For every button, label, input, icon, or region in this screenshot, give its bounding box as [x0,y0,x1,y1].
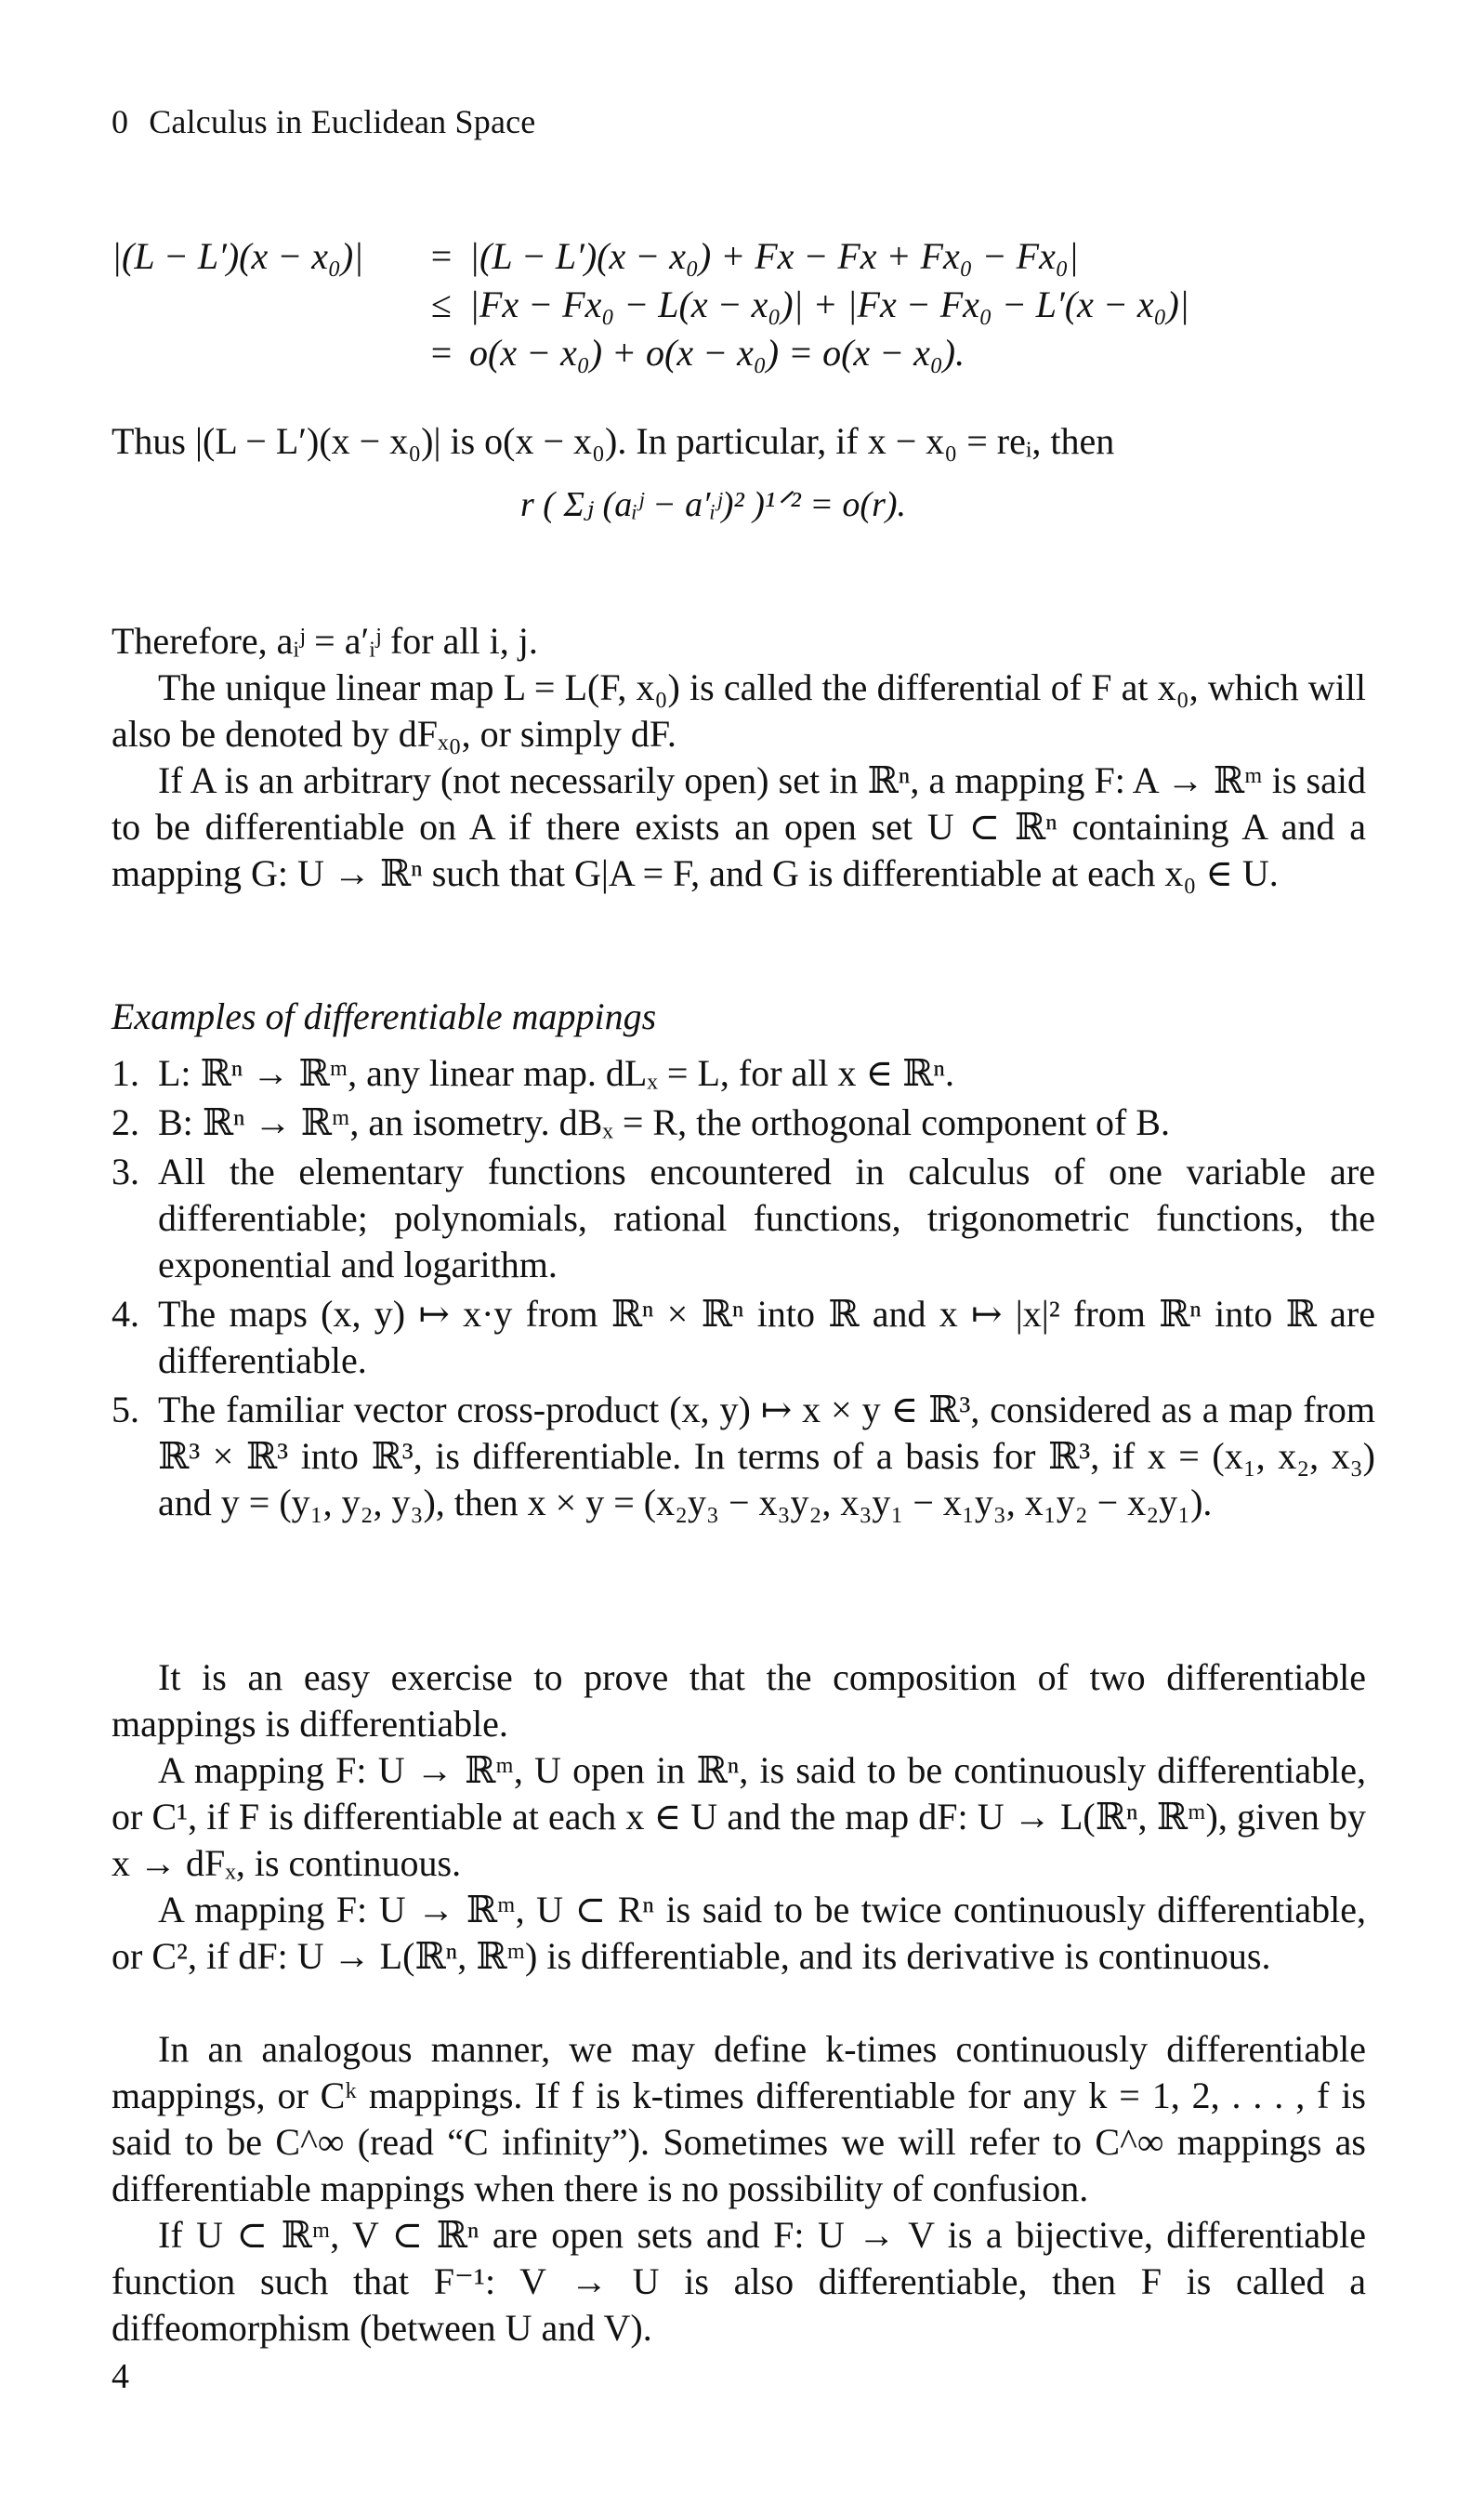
item-number: 3. [112,1151,139,1192]
paragraph-c2-definition: A mapping F: U → ℝᵐ, U ⊂ Rⁿ is said to be twice continuously differentiable, or C², if dF: U → L(ℝⁿ, ℝᵐ) is differentiable, and its derivative is continuous. [112,1889,1366,1977]
display-formula: r ( Σⱼ (aᵢʲ − a′ᵢʲ)² )¹ᐟ² = o(r). [520,485,907,524]
equation-row [112,281,1375,329]
item-number: 5. [112,1389,139,1430]
paragraph-differentiable-on-set: If A is an arbitrary (not necessarily open) set in ℝⁿ, a mapping F: A → ℝᵐ is said to be differentiable on A if there exists an open set U ⊂ ℝⁿ containing A and a mapping G: U → ℝⁿ such that G|A = F, and G is differentiable at each x₀ ∈ U. [112,759,1366,894]
equation-lhs [112,329,423,377]
list-item [112,1100,1375,1146]
list-item [112,1387,1375,1526]
paragraph-diffeomorphism: If U ⊂ ℝᵐ, V ⊂ ℝⁿ are open sets and F: U → V is a bijective, differentiable function such that F⁻¹: V → U is also differentiable, then F is called a diffeomorphism (between U and V). [112,2214,1366,2349]
equation-relation: = [430,332,453,374]
item-text: L: ℝⁿ → ℝᵐ, any linear map. dLₓ = L, for all x ∈ ℝⁿ. [158,1052,954,1094]
equation-relation: = [430,235,453,277]
item-number: 2. [112,1101,139,1143]
paragraph-composition: It is an easy exercise to prove that the composition of two differentiable mappings is differentiable. [112,1656,1366,1745]
equation-row [112,232,1375,281]
equation-lhs: |(L − L′)(x − x₀)| [112,235,364,277]
chapter-title: Calculus in Euclidean Space [149,103,536,140]
list-item [112,1149,1375,1288]
examples-list [112,1050,1375,1529]
paragraph-differential-definition: The unique linear map L = L(F, x₀) is called the differential of F at x₀, which will also be denoted by dFₓ₀, or simply dF. [112,666,1366,755]
item-text: The familiar vector cross-product (x, y) ↦ x × y ∈ ℝ³, considered as a map from ℝ³ × ℝ³ into ℝ³, is differentiable. In terms of a basis for ℝ³, if x = (x₁, x₂, x₃) and y = (y₁, y₂, y₃), then x × y = (x₂y₃ − x₃y₂, x₃y₁ − x₁y₃, x₁y₂ − x₂y₁). [158,1389,1375,1523]
thus-line: Thus |(L − L′)(x − x₀)| is o(x − x₀). In particular, if x − x₀ = reᵢ, then [112,420,1115,462]
list-item [112,1050,1375,1097]
item-text: The maps (x, y) ↦ x·y from ℝⁿ × ℝⁿ into ℝ and x ↦ |x|² from ℝⁿ into ℝ are differentiable. [158,1293,1375,1381]
list-item [112,1291,1375,1384]
section-heading: Examples of differentiable mappings [112,995,657,1037]
item-number: 1. [112,1052,139,1094]
item-number: 4. [112,1293,139,1335]
item-text: All the elementary functions encountered in calculus of one variable are differentiable; polynomials, rational functions, trigonometric functions, the exponential and logarithm. [158,1151,1375,1285]
paragraph-c1-definition: A mapping F: U → ℝᵐ, U open in ℝⁿ, is said to be continuously differentiable, or C¹, if F is differentiable at each x ∈ U and the map dF: U → L(ℝⁿ, ℝᵐ), given by x → dFₓ, is continuous. [112,1749,1366,1884]
equation-row [112,329,1375,377]
equation-rhs: |(L − L′)(x − x₀) + Fx − Fx + Fx₀ − Fx₀| [469,235,1079,277]
paragraph-therefore: Therefore, aᵢʲ = a′ᵢʲ for all i, j. [112,620,538,662]
running-header [112,102,535,141]
equation-rhs: o(x − x₀) + o(x − x₀) = o(x − x₀). [469,332,965,374]
chapter-number: 0 [112,103,129,140]
equation-block [112,232,1375,377]
equation-lhs [112,281,423,329]
paragraph-ck-definition: In an analogous manner, we may define k-times continuously differentiable mappings, or Cᵏ mappings. If f is k-times differentiable for any k = 1, 2, . . . , f is said to be C^∞ (read “C infinity”). Sometimes we will refer to C^∞ mappings as differentiable mappings when there is no possibility of confusion. [112,2028,1366,2209]
equation-relation: ≤ [431,283,452,325]
equation-rhs: |Fx − Fx₀ − L(x − x₀)| + |Fx − Fx₀ − L′(x − x₀)| [469,283,1189,325]
page-number: 4 [112,2357,129,2396]
item-text: B: ℝⁿ → ℝᵐ, an isometry. dBₓ = R, the orthogonal component of B. [158,1101,1170,1143]
